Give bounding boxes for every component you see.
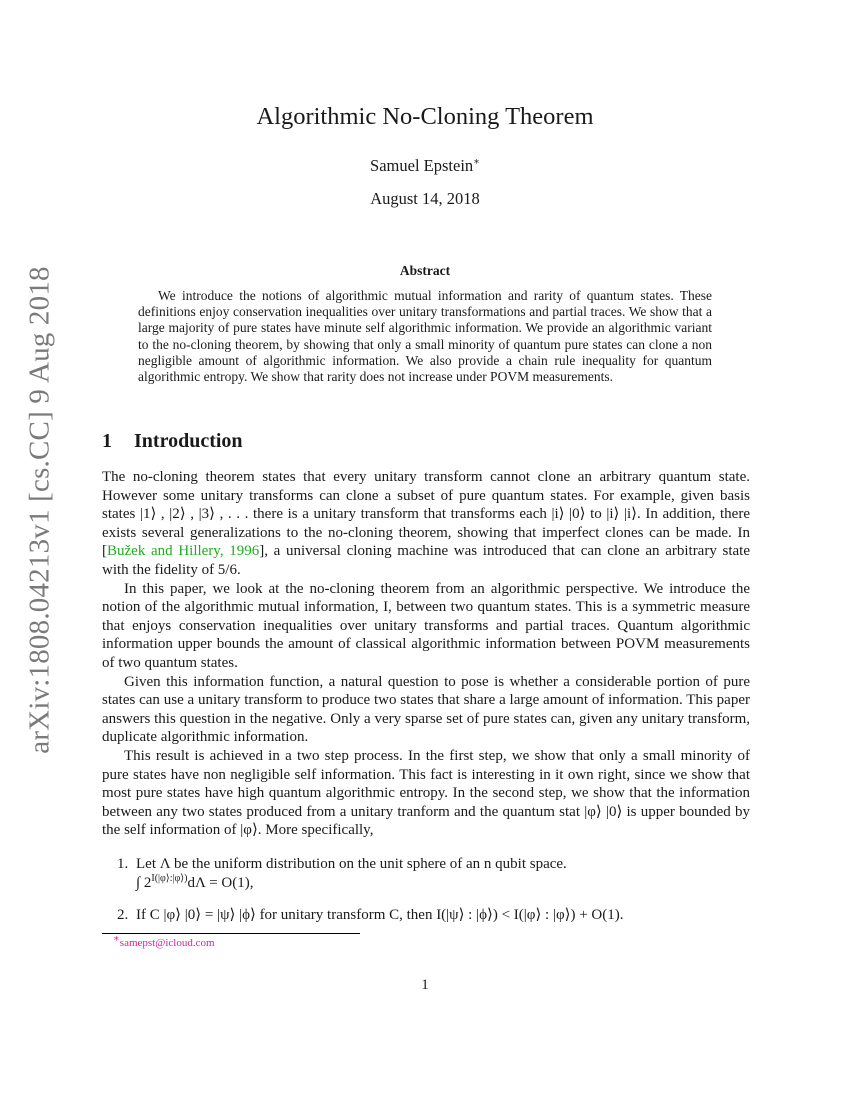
list-item-line: Let Λ be the uniform distribution on the unit sphere of an n qubit space. xyxy=(136,856,567,872)
paragraph-1-text: The no-cloning theorem states that every unitary transform cannot clone an arbitrary quantum state. However some unitary transforms can clone a subset of pure quantum states. For example, given basis states |1⟩ , |2⟩ , |3⟩ , . . . there is a unitary transform that transforms each |i⟩ |0⟩ to |i⟩ |i⟩. In addition, there exists several generalizations to the no-cloning theorem, showing that imperfect clones can be made. In [ xyxy=(102,469,750,560)
formula-exponent: I(|φ⟩:|φ⟩) xyxy=(151,872,188,884)
abstract-text: We introduce the notions of algorithmic mutual information and rarity of quantum states. These definitions enjoy conservation inequalities over unitary transformations and partial traces. We show that a large majority of pure states have minute self algorithmic information. We provide an algorithmic variant to the no-cloning theorem, by showing that only a small minority of quantum pure states can clone a non negligible amount of algorithmic information. We also provide a chain rule inequality for quantum algorithmic entropy. We show that rarity does not increase under POVM measurements. xyxy=(138,288,712,385)
page-number: 1 xyxy=(421,977,429,993)
list-item-line: If C |φ⟩ |0⟩ = |ψ⟩ |ϕ⟩ for unitary transform C, then I(|ψ⟩ : |ϕ⟩) < I(|φ⟩ : |φ⟩) + O(1). xyxy=(136,907,624,924)
section-body xyxy=(102,468,750,840)
section-number: 1 xyxy=(102,430,112,452)
enumerated-list xyxy=(117,855,750,925)
footnote xyxy=(113,933,215,949)
citation-year: 1996 xyxy=(229,543,260,560)
citation-authors: Bužek and Hillery xyxy=(107,543,220,560)
footnote-mark: ∗ xyxy=(113,933,120,945)
author-line xyxy=(0,156,850,176)
list-item-label: 2. xyxy=(117,907,129,924)
list-item xyxy=(117,906,750,925)
paragraph-1 xyxy=(102,468,750,580)
list-item-formula xyxy=(136,874,750,893)
section-title: Introduction xyxy=(134,430,243,452)
list-item-label: 1. xyxy=(117,856,129,872)
paragraph-1-text-end: ], a universal cloning machine was introduced that can clone an arbitrary state with the fidelity of 5/6. xyxy=(102,543,750,578)
formula-end: dΛ = O(1), xyxy=(187,874,254,891)
arxiv-identifier: arXiv:1808.04213v1 [cs.CC] 9 Aug 2018 xyxy=(23,266,56,754)
paragraph-4: This result is achieved in a two step process. In the first step, we show that only a small minority of pure states have non negligible self information. This fact is interesting in it own right, since we show that most pure states have high quantum algorithmic entropy. In the second step, we show that the information between any two states produced from a unitary tranform and the quantum stat |φ⟩ |0⟩ is upper bounded by the self information of |φ⟩. More specifically, xyxy=(102,747,750,839)
section-heading xyxy=(102,430,243,453)
author-footnote-mark: ∗ xyxy=(473,156,480,168)
citation-separator: , xyxy=(219,543,230,560)
abstract-heading: Abstract xyxy=(399,263,451,278)
footnote-email-link[interactable]: samepst@icloud.com xyxy=(119,937,215,949)
author-name: Samuel Epstein xyxy=(370,156,474,175)
paragraph-2: In this paper, we look at the no-cloning theorem from an algorithmic perspective. We introduce the notion of the algorithmic mutual information, I, between two quantum states. This is a symmetric measure that enjoys conservation inequalities over unitary transforms and partial traces. Quantum algorithmic information upper bounds the amount of classical algorithmic information between POVM measurements of two quantum states. xyxy=(102,580,750,671)
footnote-rule xyxy=(102,933,360,934)
paper-title: Algorithmic No-Cloning Theorem xyxy=(256,103,594,130)
list-item xyxy=(117,855,750,892)
formula-integral: ∫ 2 xyxy=(136,874,152,891)
citation-link[interactable] xyxy=(107,543,259,559)
paper-date: August 14, 2018 xyxy=(370,189,480,208)
paragraph-3: Given this information function, a natural question to pose is whether a considerable portion of pure states can use a unitary transform to produce two states that share a large amount of information. This paper answers this question in the negative. Only a very sparse set of pure states can, given any unitary transform, duplicate algorithmic information. xyxy=(102,673,750,746)
